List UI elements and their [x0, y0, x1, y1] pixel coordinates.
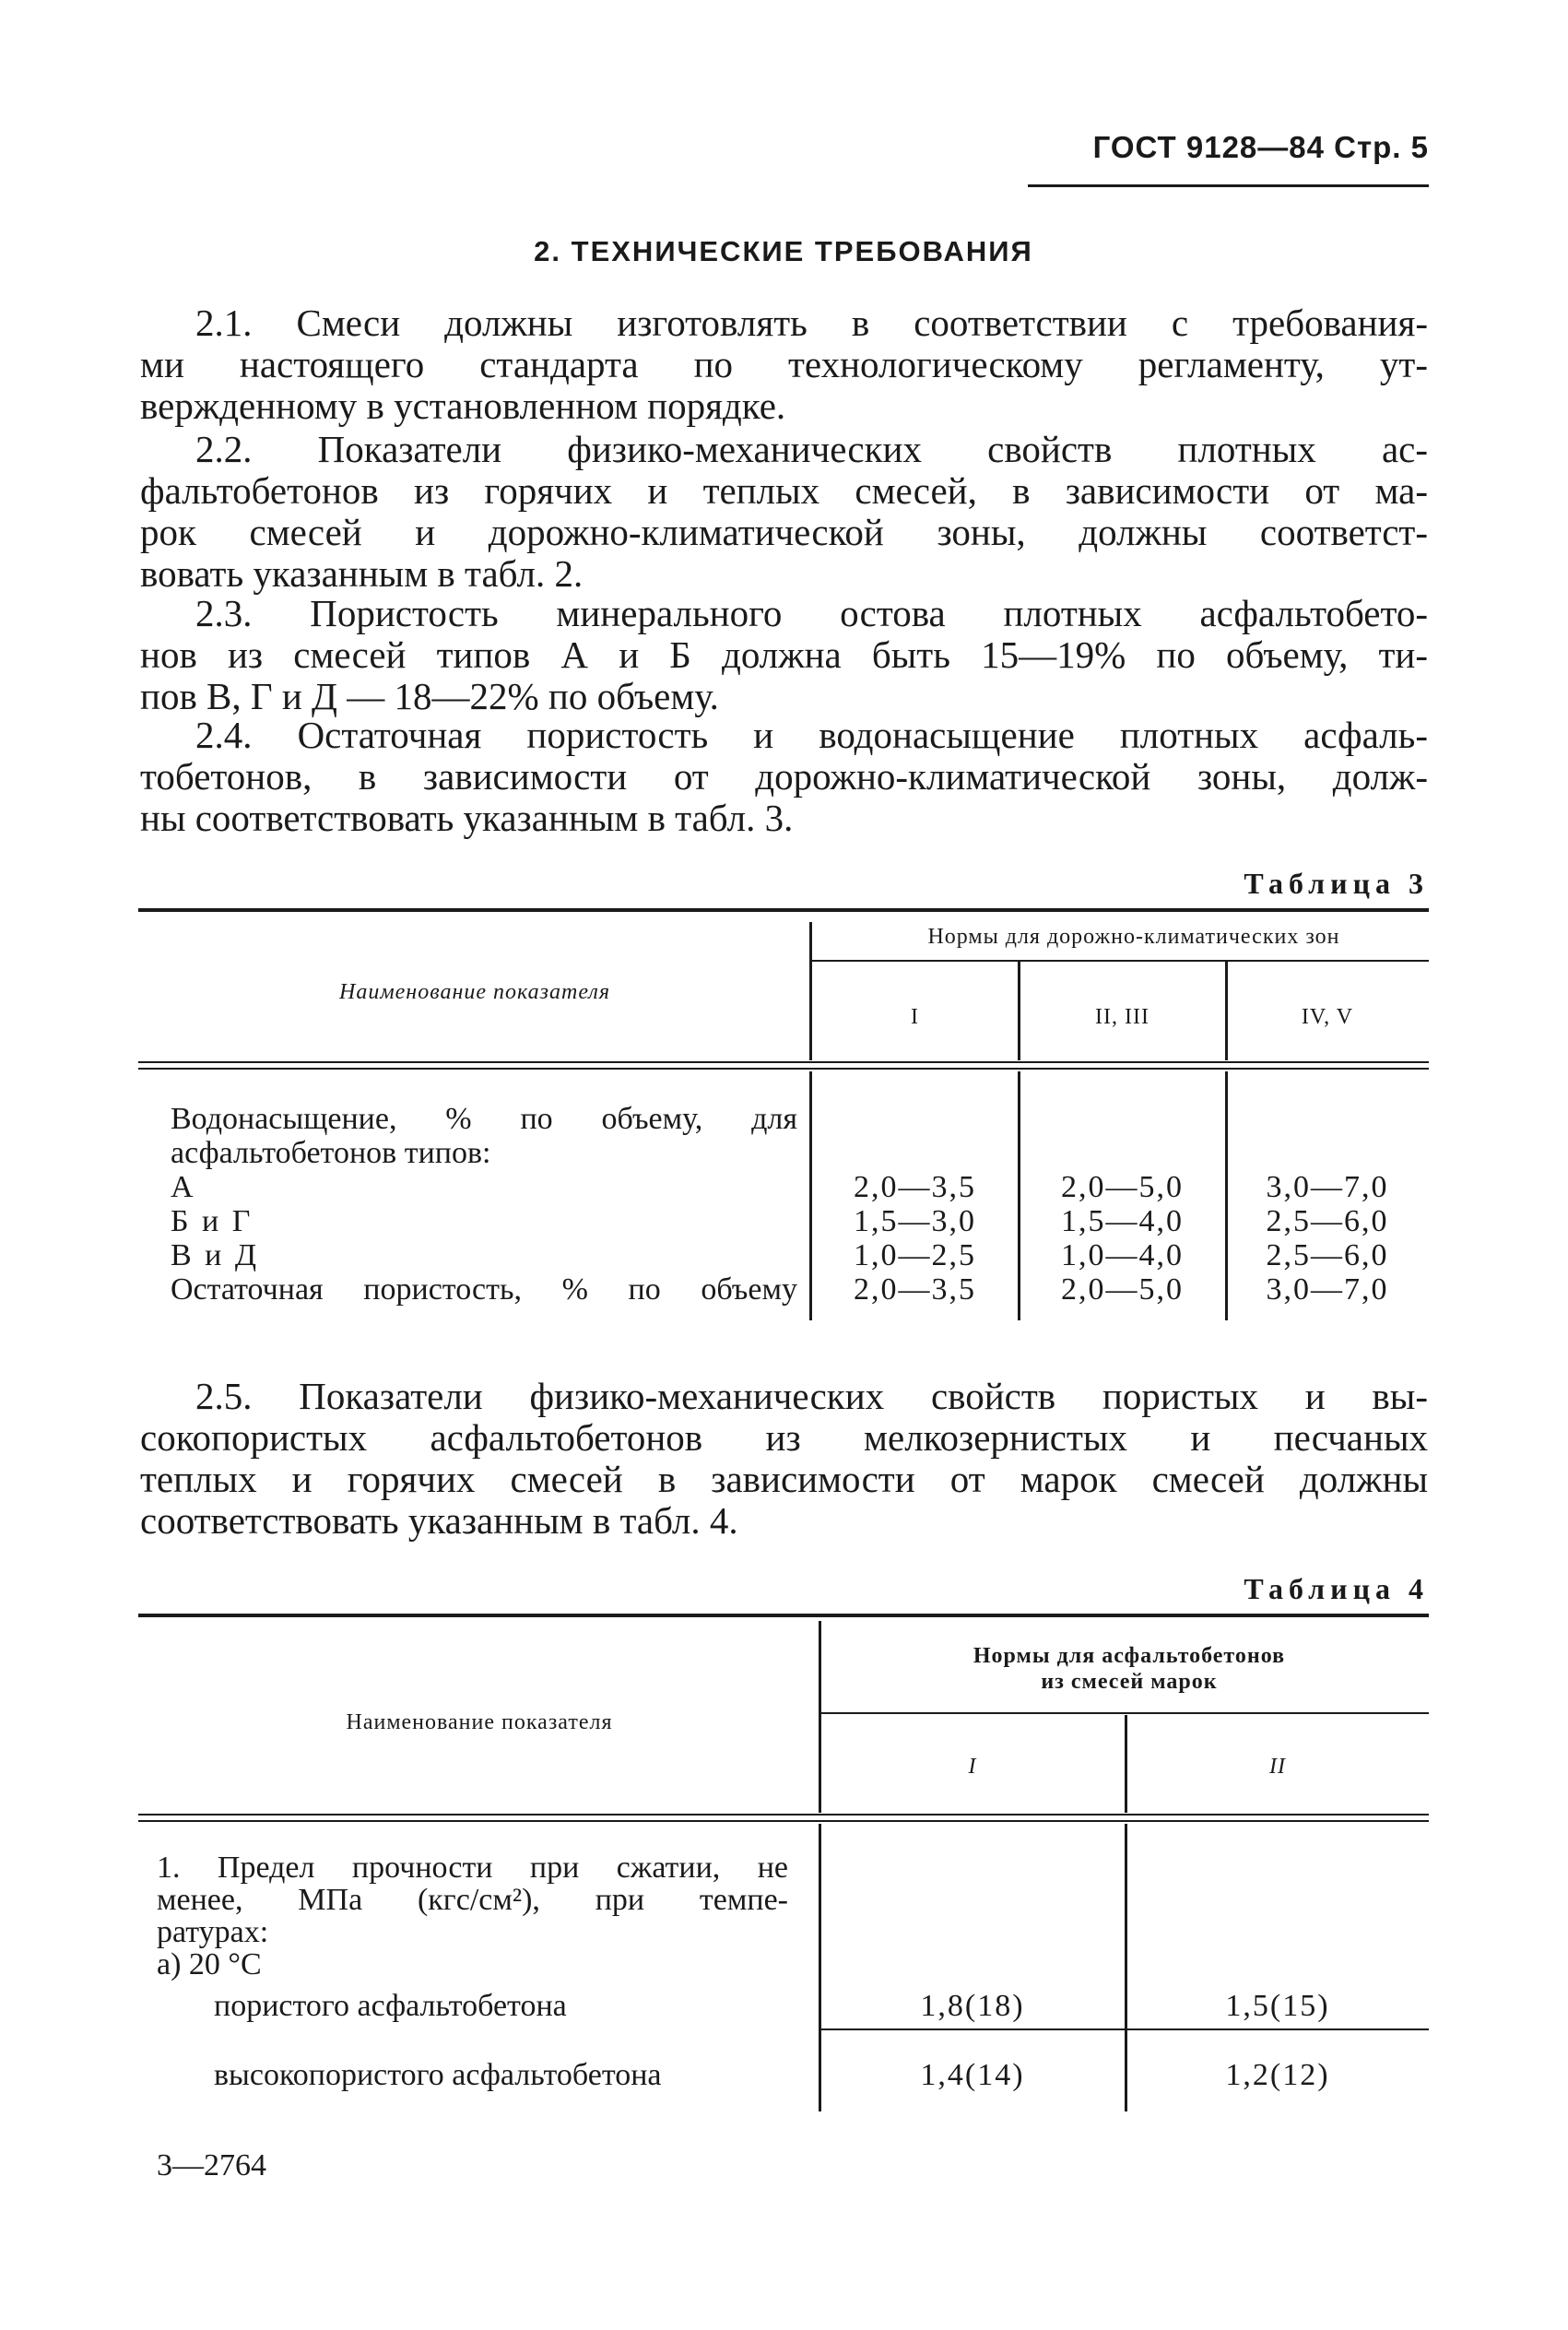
table-3-group-header: Нормы для дорожно-климатических зон: [927, 925, 1340, 949]
table-4-row-label: а) 20 °С: [157, 1947, 262, 1981]
paragraph-line: 2.5. Показатели физико-механических свойств пористых и вы-: [195, 1375, 1428, 1417]
table-3-name-header: Наименование показателя: [338, 980, 611, 1004]
table-3-cell: 2,0—5,0: [1061, 1170, 1184, 1204]
page-footer: 3—2764: [157, 2148, 266, 2182]
table-4-row-label: пористого асфальтобетона: [214, 1989, 567, 2023]
page-header: ГОСТ 9128—84 Стр. 5: [1092, 130, 1429, 164]
table-3-caption: Таблица 3: [1244, 867, 1429, 900]
table-rule: [138, 908, 1429, 912]
table-3-cell: 2,5—6,0: [1266, 1204, 1389, 1238]
paragraph-line: фальтобетонов из горячих и теплых смесей, в зависимости от ма-: [140, 469, 1428, 512]
paragraph-2-2: [140, 429, 1428, 595]
table-3-cell: 2,0—3,5: [854, 1170, 976, 1204]
paragraph-2-4: [140, 715, 1428, 839]
table-3-row-label: А: [171, 1170, 194, 1204]
paragraph-line: 2.1. Смеси должны изготовлять в соответствии с требования-: [195, 302, 1428, 344]
table-4-group-header-line: Нормы для асфальтобетонов: [973, 1644, 1286, 1668]
table-3-row-label: Б и Г: [171, 1204, 253, 1238]
table-rule: [820, 1712, 1429, 1714]
table-3-row-label: асфальтобетонов типов:: [171, 1136, 491, 1170]
table-rule: [1225, 962, 1228, 1060]
table-3-cell: 1,0—4,0: [1061, 1238, 1184, 1272]
paragraph-line: 2.4. Остаточная пористость и водонасыщение плотных асфаль-: [195, 714, 1428, 756]
table-4-row-label: 1. Предел прочности при сжатии, не: [157, 1851, 788, 1885]
table-3-cell: 3,0—7,0: [1266, 1170, 1389, 1204]
table-3-cell: 1,5—3,0: [854, 1204, 976, 1238]
table-rule: [138, 1068, 1429, 1070]
table-rule: [1018, 962, 1020, 1060]
table-rule: [811, 960, 1429, 962]
table-4-group-header-line: из смесей марок: [1041, 1670, 1218, 1694]
table-4-caption: Таблица 4: [1244, 1572, 1429, 1605]
paragraph-2-3: [140, 593, 1428, 717]
table-3-zone-header: II, III: [1095, 1005, 1149, 1029]
paragraph-line: вовать указанным в табл. 2.: [140, 552, 584, 595]
table-rule: [819, 1621, 821, 1813]
table-rule: [138, 1614, 1429, 1617]
paragraph-line: сокопористых асфальтобетонов из мелкозернистых и песчаных: [140, 1416, 1428, 1459]
table-3-zone-header: IV, V: [1301, 1005, 1354, 1029]
table-3-row-label: Остаточная пористость, % по объему: [171, 1272, 797, 1307]
table-3-cell: 2,0—3,5: [854, 1272, 976, 1307]
table-3-cell: 2,5—6,0: [1266, 1238, 1389, 1272]
table-3-cell: 3,0—7,0: [1266, 1272, 1389, 1307]
table-rule: [809, 922, 812, 1060]
table-4-row-label: менее, МПа (кгс/см²), при темпе-: [157, 1883, 788, 1917]
table-rule: [138, 1820, 1429, 1822]
paragraph-line: ны соответствовать указанным в табл. 3.: [140, 797, 794, 839]
table-4-cell: 1,2(12): [1225, 2058, 1330, 2092]
table-4-cell: 1,4(14): [920, 2058, 1025, 2092]
table-3-zone-header: I: [911, 1005, 919, 1029]
table-rule: [1125, 1715, 1127, 1813]
section-title: 2. ТЕХНИЧЕСКИЕ ТРЕБОВАНИЯ: [534, 235, 1033, 267]
paragraph-line: ми настоящего стандарта по технологическому регламенту, ут-: [140, 343, 1428, 385]
table-3-row-label: В и Д: [171, 1238, 260, 1272]
table-rule: [820, 2028, 1429, 2030]
table-4-grade-header: II: [1269, 1755, 1286, 1779]
table-3-cell: 2,0—5,0: [1061, 1272, 1184, 1307]
paragraph-2-1: [140, 302, 1428, 427]
table-4-grade-header: I: [968, 1755, 977, 1779]
paragraph-line: пов В, Г и Д — 18—22% по объему.: [140, 675, 719, 717]
header-rule: [1028, 184, 1429, 187]
paragraph-line: тобетонов, в зависимости от дорожно-климатической зоны, долж-: [140, 755, 1428, 798]
table-rule: [138, 1814, 1429, 1816]
paragraph-line: 2.3. Пористость минерального остова плотных асфальтобето-: [195, 592, 1428, 634]
paragraph-line: вержденному в установленном порядке.: [140, 384, 786, 427]
table-rule: [138, 1061, 1429, 1063]
table-4-name-header: Наименование показателя: [346, 1710, 613, 1734]
paragraph-line: нов из смесей типов А и Б должна быть 15—19% по объему, ти-: [140, 633, 1428, 676]
table-4-cell: 1,8(18): [920, 1989, 1025, 2023]
table-3-cell: 1,0—2,5: [854, 1238, 976, 1272]
table-4-row-label: высокопористого асфальтобетона: [214, 2058, 662, 2092]
paragraph-line: рок смесей и дорожно-климатической зоны, должны соответст-: [140, 511, 1428, 553]
paragraph-line: 2.2. Показатели физико-механических свойств плотных ас-: [195, 428, 1428, 470]
table-4-row-label: ратурах:: [157, 1915, 269, 1949]
paragraph-line: теплых и горячих смесей в зависимости от марок смесей должны: [140, 1458, 1428, 1500]
table-3-row-label: Водонасыщение, % по объему, для: [171, 1102, 797, 1136]
paragraph-line: соответствовать указанным в табл. 4.: [140, 1499, 738, 1542]
paragraph-2-5: [140, 1376, 1428, 1542]
table-4-cell: 1,5(15): [1225, 1989, 1330, 2023]
table-3-cell: 1,5—4,0: [1061, 1204, 1184, 1238]
